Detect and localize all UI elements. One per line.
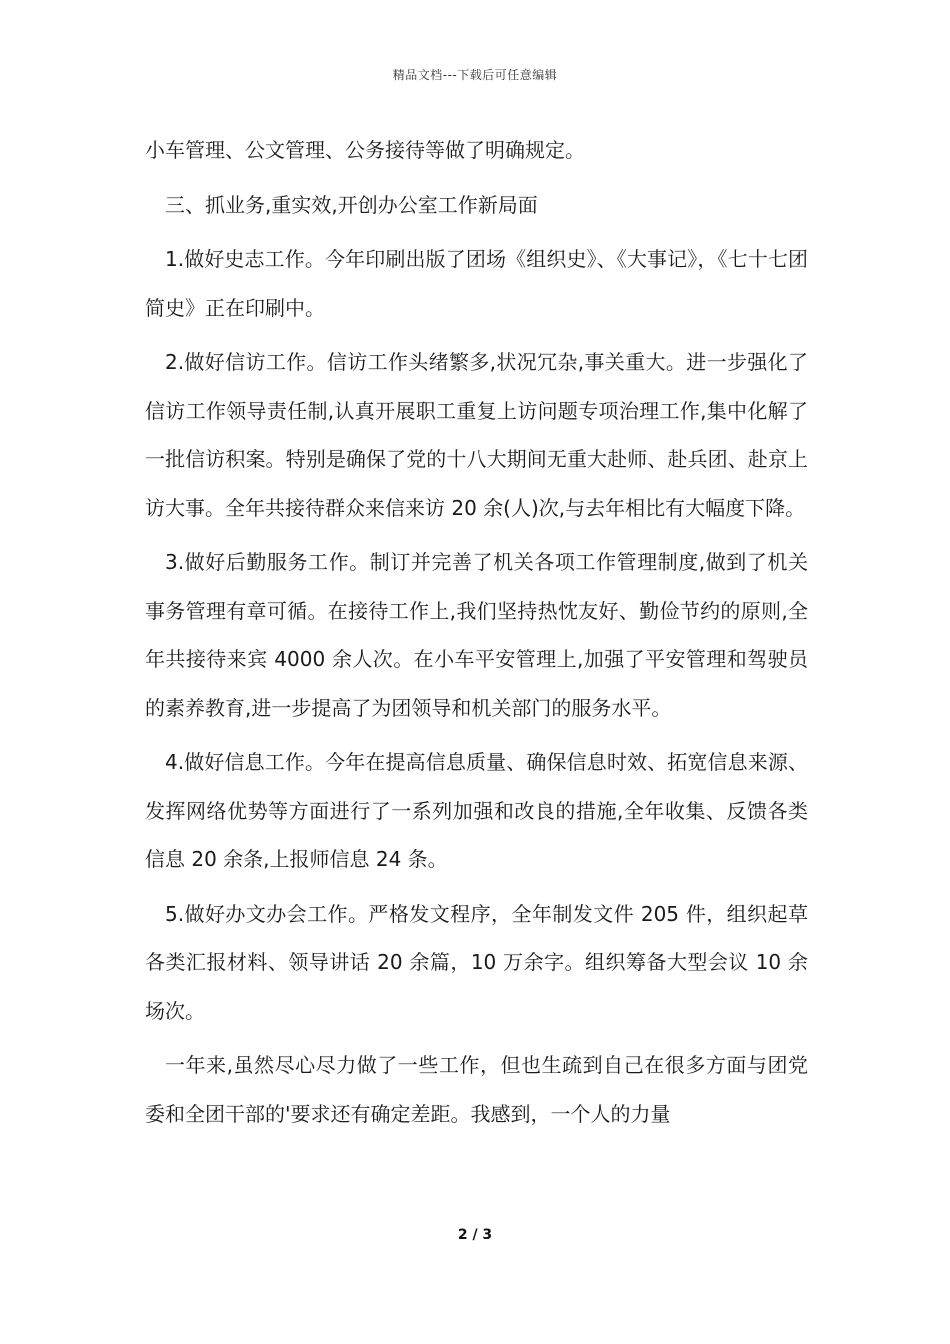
paragraph-summary: 一年来,虽然尽心尽力做了一些工作，但也生疏到自己在很多方面与团党委和全团干部的'要求还有确定差距。我感到，一个人的力量 xyxy=(145,1053,808,1126)
page-number: 2 / 3 xyxy=(457,1227,493,1243)
paragraph-item-1: 1.做好史志工作。今年印刷出版了团场《组织史》、《大事记》，《七十七团简史》正在印刷中。 xyxy=(145,247,808,320)
page-header: 精品文档---下载后可任意编辑 xyxy=(392,68,558,82)
paragraph-item-3: 3.做好后勤服务工作。制订并完善了机关各项工作管理制度,做到了机关事务管理有章可循。在接待工作上,我们坚持热忱友好、勤俭节约的原则,全年共接待来宾 4000 余人次。在小车平安管理上,加强了平安管理和驾驶员的素养教育,进一步提高了为团领导和机关部门的服务水平。 xyxy=(145,550,808,720)
paragraph-item-5: 5.做好办文办会工作。严格发文程序，全年制发文件 205 件，组织起草各类汇报材料、领导讲话 20 余篇，10 万余字。组织筹备大型会议 10 余场次。 xyxy=(145,901,808,1023)
document-body xyxy=(145,126,808,1138)
paragraph-item-4: 4.做好信息工作。今年在提高信息质量、确保信息时效、拓宽信息来源、发挥网络优势等方面进行了一系列加强和改良的措施,全年收集、反馈各类信息 20 余条,上报师信息 24 条。 xyxy=(145,750,808,871)
section-heading: 三、抓业务,重实效,开创办公室工作新局面 xyxy=(165,192,538,217)
paragraph-continuation: 小车管理、公文管理、公务接待等做了明确规定。 xyxy=(145,138,585,162)
paragraph-item-2: 2.做好信访工作。信访工作头绪繁多,状况冗杂,事关重大。进一步强化了信访工作领导责任制,认真开展职工重复上访问题专项治理工作,集中化解了一批信访积案。特别是确保了党的十八大期间无重大赴师、赴兵团、赴京上访大事。全年共接待群众来信来访 20 余(人)次,与去年相比有大幅度下降。 xyxy=(145,350,808,520)
